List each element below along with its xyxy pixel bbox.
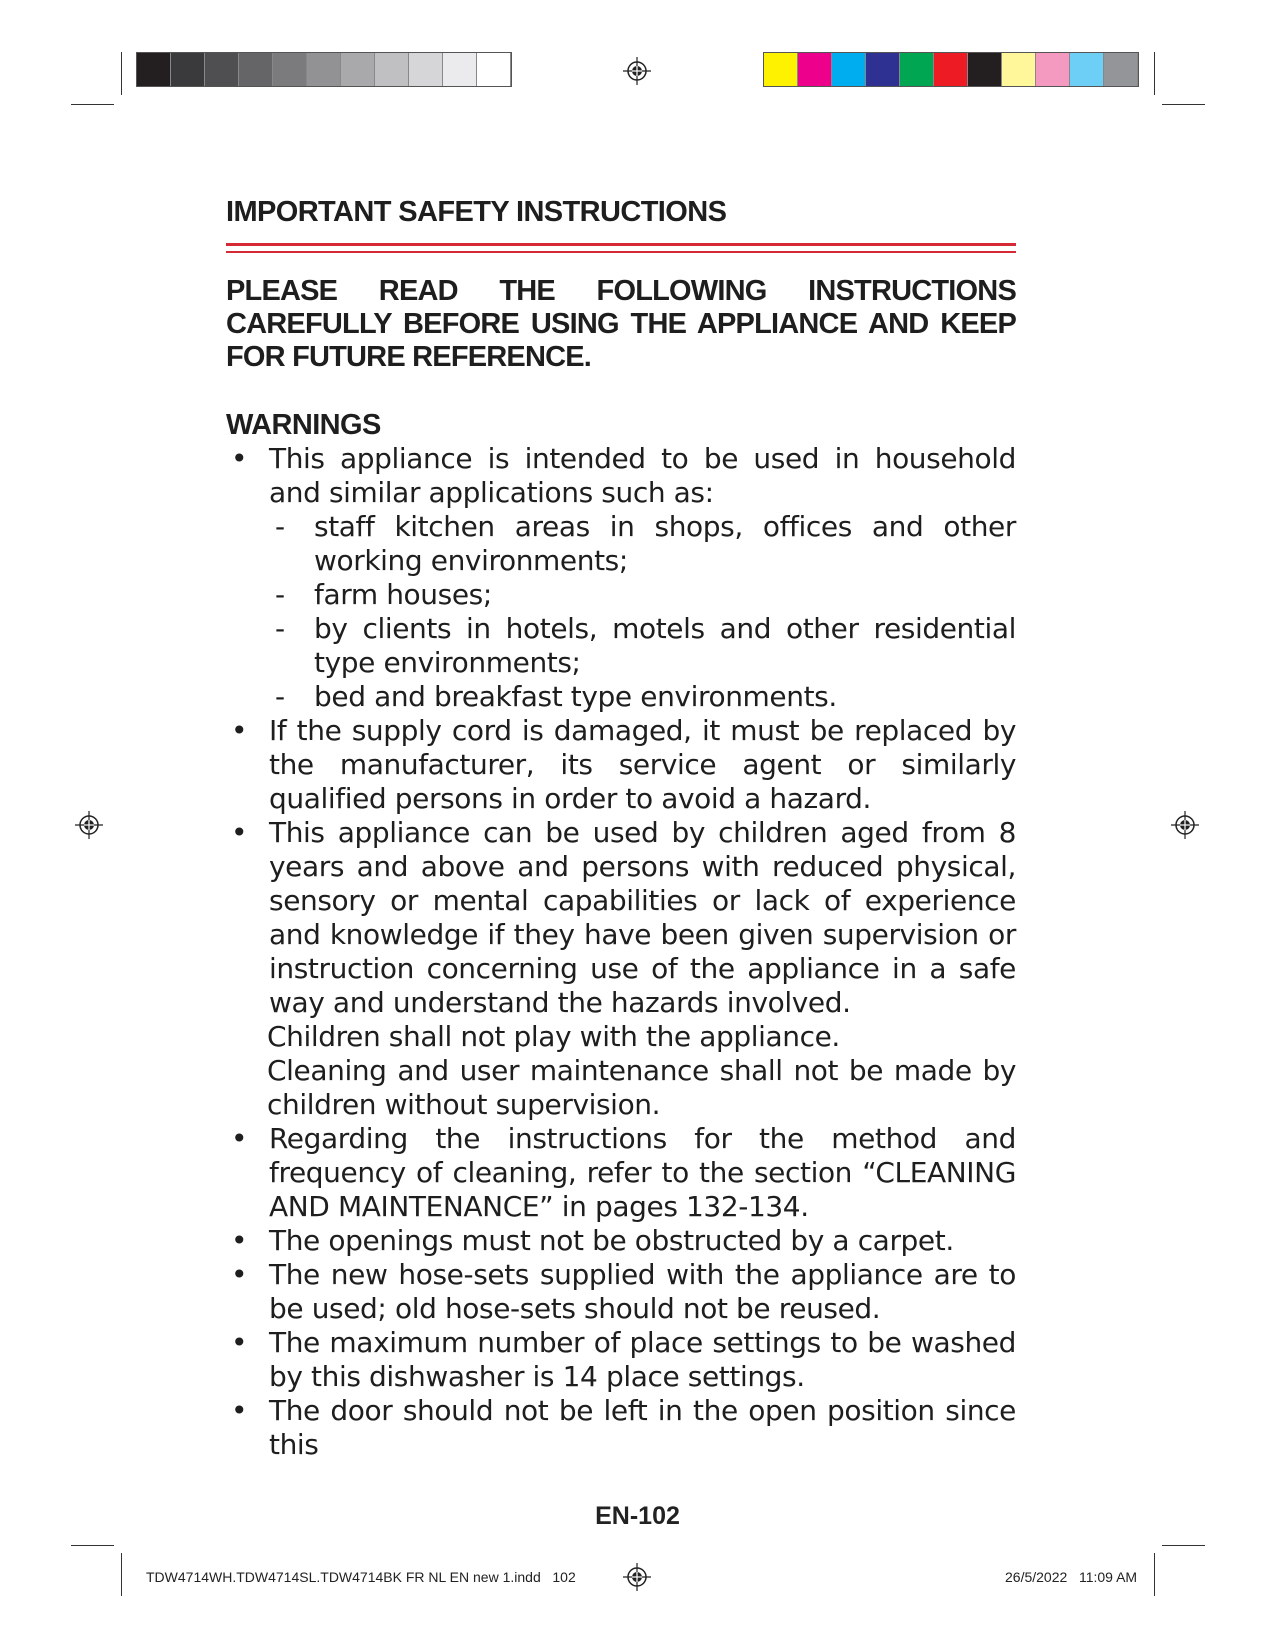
warning-item xyxy=(226,1394,1016,1462)
warning-text: The new hose-sets supplied with the appliance are to be used; old hose-sets should not be reused. xyxy=(269,1258,1016,1325)
color-swatch xyxy=(375,53,409,86)
color-swatch xyxy=(1002,53,1036,86)
warning-text: The door should not be left in the open position since this xyxy=(269,1394,1016,1461)
warning-text: The openings must not be obstructed by a carpet. xyxy=(269,1224,954,1257)
color-swatch xyxy=(137,53,171,86)
slug-file-name: TDW4714WH.TDW4714SL.TDW4714BK FR NL EN new 1.indd 102 xyxy=(146,1569,576,1585)
warning-subitem: - staff kitchen areas in shops, offices and other working environments; xyxy=(269,510,1016,578)
registration-mark-top-icon xyxy=(623,57,651,85)
crop-mark-top-left-h xyxy=(71,104,114,105)
color-swatch xyxy=(273,53,307,86)
registration-mark-bottom-icon xyxy=(623,1563,651,1591)
color-swatch xyxy=(205,53,239,86)
color-swatch xyxy=(171,53,205,86)
process-color-bar xyxy=(763,52,1139,87)
color-swatch xyxy=(409,53,443,86)
warning-item xyxy=(226,816,1016,1122)
color-swatch xyxy=(900,53,934,86)
read-notice: PLEASE READ THE FOLLOWING INSTRUCTIONS CAREFULLY BEFORE USING THE APPLIANCE AND KEEP FOR FUTURE REFERENCE. xyxy=(226,275,1016,373)
warning-item xyxy=(226,442,1016,714)
color-swatch xyxy=(477,53,511,86)
warning-item xyxy=(226,1224,1016,1258)
crop-mark-top-left-v xyxy=(121,52,122,95)
warning-text: Regarding the instructions for the method and frequency of cleaning, refer to the section “CLEANING AND MAINTENANCE” in pages 132-134. xyxy=(269,1122,1016,1223)
crop-mark-bottom-right-v xyxy=(1154,1553,1155,1596)
warning-subitem: - farm houses; xyxy=(269,578,1016,612)
page-title: IMPORTANT SAFETY INSTRUCTIONS xyxy=(226,196,727,228)
warning-text: The maximum number of place settings to be washed by this dishwasher is 14 place settings. xyxy=(269,1326,1016,1393)
warning-text: If the supply cord is damaged, it must be replaced by the manufacturer, its service agent or similarly qualified persons in order to avoid a hazard. xyxy=(269,714,1016,815)
warning-item xyxy=(226,1122,1016,1224)
color-swatch xyxy=(443,53,477,86)
color-swatch xyxy=(798,53,832,86)
title-rule-thin xyxy=(226,251,1016,253)
warning-sublist xyxy=(269,510,1016,714)
color-swatch xyxy=(866,53,900,86)
color-swatch xyxy=(1104,53,1138,86)
registration-mark-left-icon xyxy=(75,811,103,839)
registration-mark-right-icon xyxy=(1171,811,1199,839)
color-swatch xyxy=(934,53,968,86)
crop-mark-bottom-left-h xyxy=(71,1545,114,1546)
color-swatch xyxy=(764,53,798,86)
warnings-heading: WARNINGS xyxy=(226,409,381,441)
slug-timestamp: 26/5/2022 11:09 AM xyxy=(1005,1569,1138,1585)
color-swatch xyxy=(341,53,375,86)
warning-text: This appliance can be used by children aged from 8 years and above and persons with reduced physical, sensory or mental capabilities or lack of experience and knowledge if they have been given supervision or instruction concerning use of the appliance in a safe way and understand the hazards involved. xyxy=(269,816,1016,1019)
title-rule-thick xyxy=(226,243,1016,246)
warning-item xyxy=(226,1258,1016,1326)
crop-mark-top-right-v xyxy=(1154,52,1155,95)
color-swatch xyxy=(968,53,1002,86)
color-swatch xyxy=(239,53,273,86)
color-swatch xyxy=(1036,53,1070,86)
warnings-list xyxy=(226,442,1016,1462)
color-swatch xyxy=(832,53,866,86)
color-swatch xyxy=(1070,53,1104,86)
page-number: EN-102 xyxy=(595,1502,680,1530)
grayscale-color-bar xyxy=(136,52,512,87)
warning-text: This appliance is intended to be used in household and similar applications such as: xyxy=(269,442,1016,509)
warning-subitem: - bed and breakfast type environments. xyxy=(269,680,1016,714)
warning-note: Children shall not play with the appliance. xyxy=(267,1020,840,1053)
crop-mark-bottom-right-h xyxy=(1162,1545,1205,1546)
warning-item xyxy=(226,1326,1016,1394)
warning-item xyxy=(226,714,1016,816)
crop-mark-bottom-left-v xyxy=(121,1553,122,1596)
crop-mark-top-right-h xyxy=(1162,104,1205,105)
document-body xyxy=(226,196,1016,1462)
warning-note: Cleaning and user maintenance shall not be made by children without supervision. xyxy=(267,1054,1016,1121)
warning-subitem: - by clients in hotels, motels and other residential type environments; xyxy=(269,612,1016,680)
color-swatch xyxy=(307,53,341,86)
